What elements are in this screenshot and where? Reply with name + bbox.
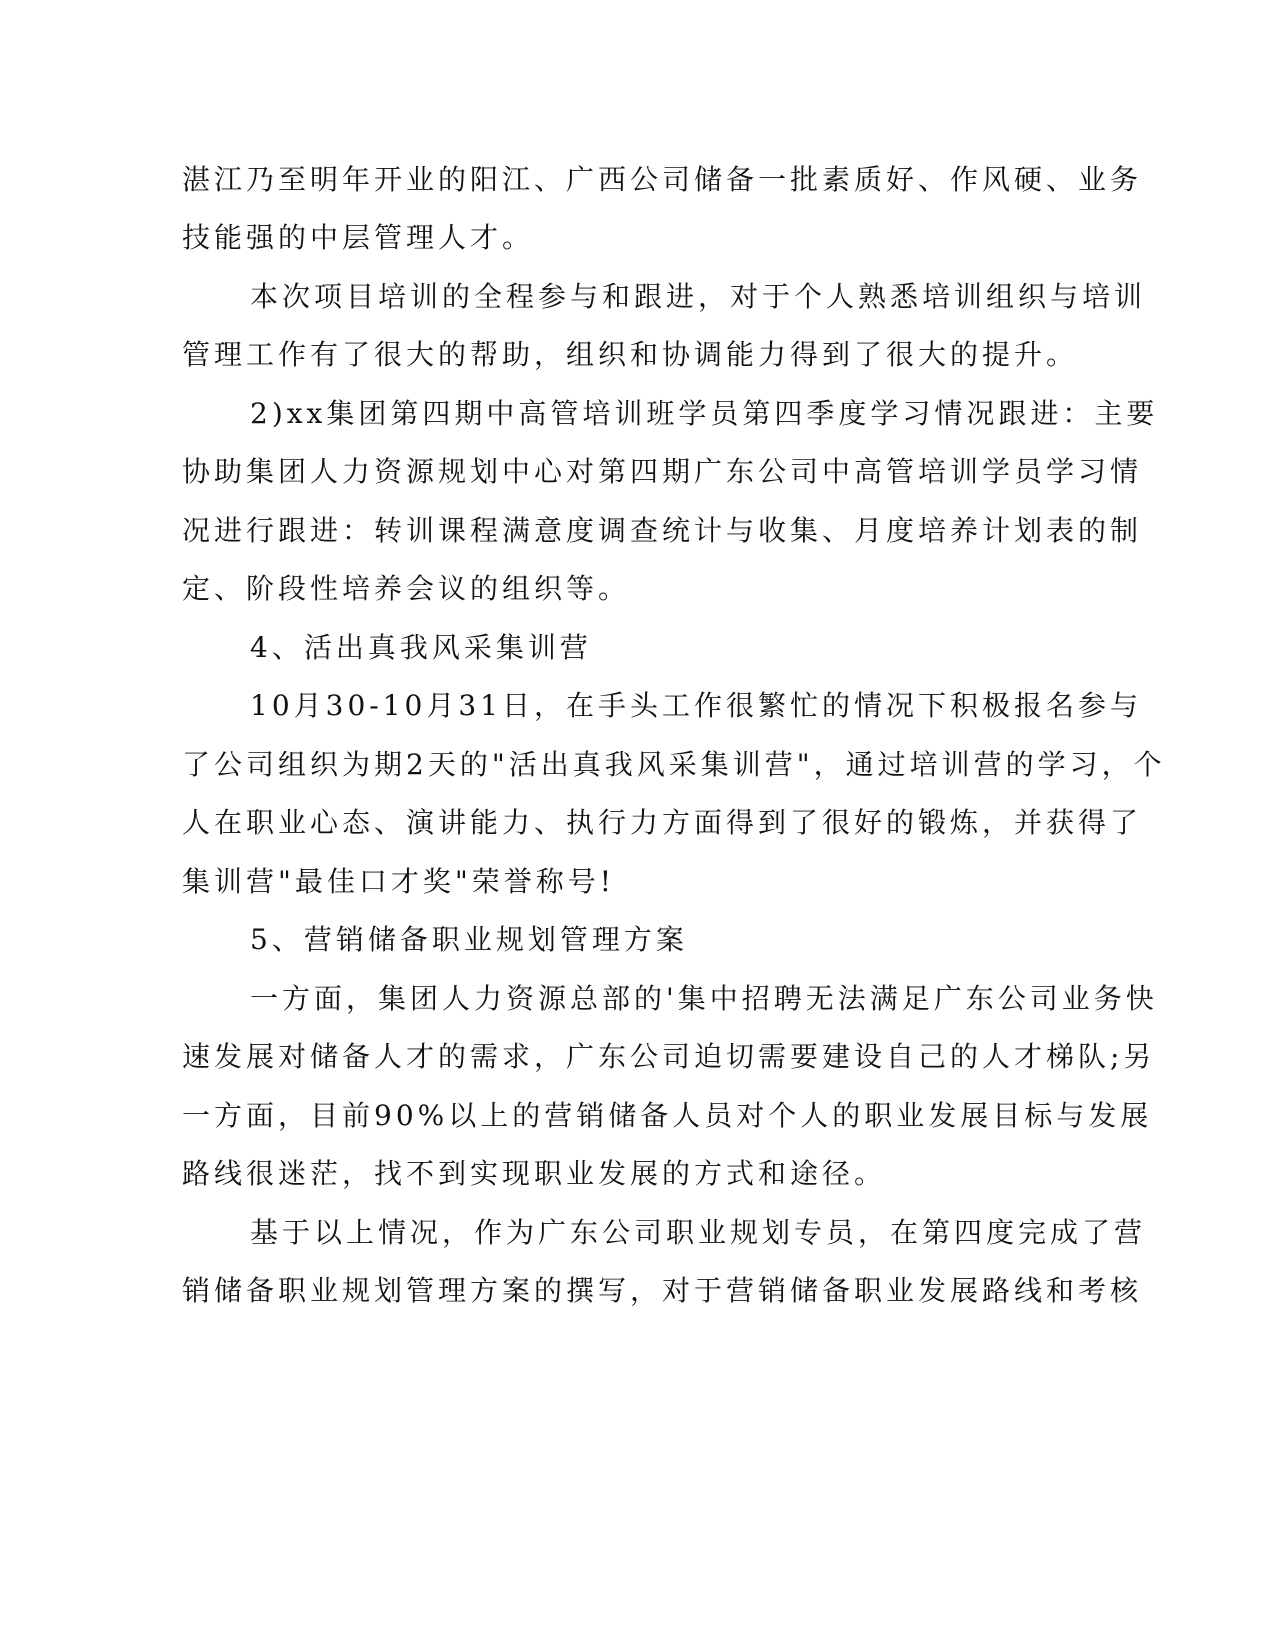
text-line: 基于以上情况，作为广东公司职业规划专员，在第四度完成了营 (250, 1216, 1147, 1249)
text-line: 协助集团人力资源规划中心对第四期广东公司中高管培训学员学习情 (182, 455, 1143, 488)
section-heading: 5、营销储备职业规划管理方案 (250, 923, 688, 956)
text-line: 集训营"最佳口才奖"荣誉称号! (182, 865, 616, 898)
text-line: 技能强的中层管理人才。 (182, 221, 535, 254)
text-line: 况进行跟进：转训课程满意度调查统计与收集、月度培养计划表的制 (182, 514, 1143, 547)
text-line: 定、阶段性培养会议的组织等。 (182, 572, 631, 605)
text-line: 管理工作有了很大的帮助，组织和协调能力得到了很大的提升。 (182, 338, 1079, 371)
text-line: 了公司组织为期2天的"活出真我风采集训营"，通过培训营的学习，个 (182, 748, 1166, 781)
section-heading: 4、活出真我风采集训营 (250, 631, 592, 664)
text-line: 一方面，目前90%以上的营销储备人员对个人的职业发展目标与发展 (182, 1099, 1153, 1132)
text-line: 人在职业心态、演讲能力、执行力方面得到了很好的锻炼，并获得了 (182, 806, 1143, 839)
text-line: 10月30-10月31日，在手头工作很繁忙的情况下积极报名参与 (250, 689, 1142, 722)
text-line: 路线很迷茫，找不到实现职业发展的方式和途径。 (182, 1157, 887, 1190)
text-line: 2)xx集团第四期中高管培训班学员第四季度学习情况跟进：主要 (250, 397, 1159, 430)
text-line: 一方面，集团人力资源总部的'集中招聘无法满足广东公司业务快 (250, 982, 1158, 1015)
text-line: 本次项目培训的全程参与和跟进，对于个人熟悉培训组织与培训 (250, 280, 1147, 313)
text-line: 销储备职业规划管理方案的撰写，对于营销储备职业发展路线和考核 (182, 1274, 1143, 1307)
text-line: 速发展对储备人才的需求，广东公司迫切需要建设自己的人才梯队;另 (182, 1040, 1156, 1073)
text-line: 湛江乃至明年开业的阳江、广西公司储备一批素质好、作风硬、业务 (182, 163, 1143, 196)
